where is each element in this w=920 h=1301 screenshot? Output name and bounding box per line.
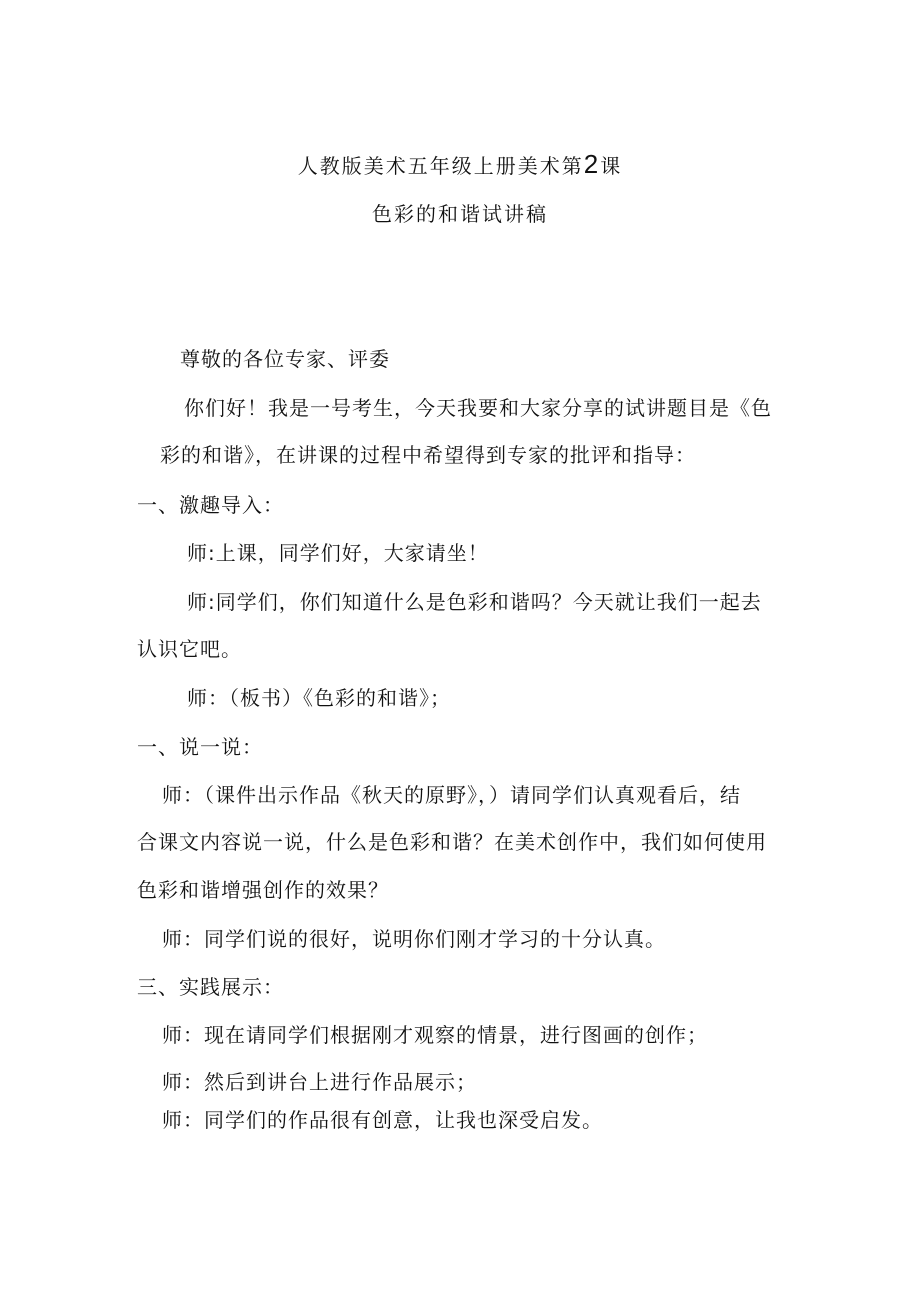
intro-line-1: 你们好！我是一号考生，今天我要和大家分享的试讲题目是《色 (184, 396, 772, 420)
s1-paragraph-3: 师：（板书）《色彩的和谐》； (187, 686, 451, 710)
s3-paragraph-1: 师：现在请同学们根据刚才观察的情景，进行图画的创作； (162, 1023, 708, 1047)
document-title (0, 150, 920, 180)
title-suffix: 课 (600, 154, 623, 178)
s3-paragraph-3: 师：同学们的作品很有创意，让我也深受启发。 (162, 1108, 603, 1132)
section-1-heading: 一、激趣导入： (137, 493, 284, 517)
greeting: 尊敬的各位专家、评委 (180, 347, 390, 371)
section-2-heading: 一、说一说： (137, 735, 263, 759)
s3-paragraph-2: 师：然后到讲台上进行作品展示； (162, 1070, 477, 1094)
section-3-heading: 三、实践展示： (137, 975, 284, 999)
s2-paragraph-2: 师：同学们说的很好，说明你们刚才学习的十分认真。 (162, 927, 666, 951)
s2-paragraph-1-line-1: 师：（课件出示作品《秋天的原野》，）请同学们认真观看后，结 (162, 783, 741, 807)
title-lesson-number: 2 (583, 149, 601, 179)
title-prefix: 人教版美术五年级上册美术第 (297, 154, 584, 178)
s1-paragraph-2-line-2: 认识它吧。 (137, 637, 242, 661)
document-subtitle: 色彩的和谐试讲稿 (372, 202, 548, 226)
s1-paragraph-1: 师:上课，同学们好，大家请坐！ (187, 541, 489, 565)
s2-paragraph-1-line-2: 合课文内容说一说，什么是色彩和谐？在美术创作中，我们如何使用 (137, 830, 767, 854)
intro-line-2: 彩的和谐》，在讲课的过程中希望得到专家的批评和指导： (160, 443, 696, 467)
s2-paragraph-1-line-3: 色彩和谐增强创作的效果？ (137, 878, 389, 902)
s1-paragraph-2-line-1: 师:同学们，你们知道什么是色彩和谐吗？今天就让我们一起去 (187, 590, 762, 614)
